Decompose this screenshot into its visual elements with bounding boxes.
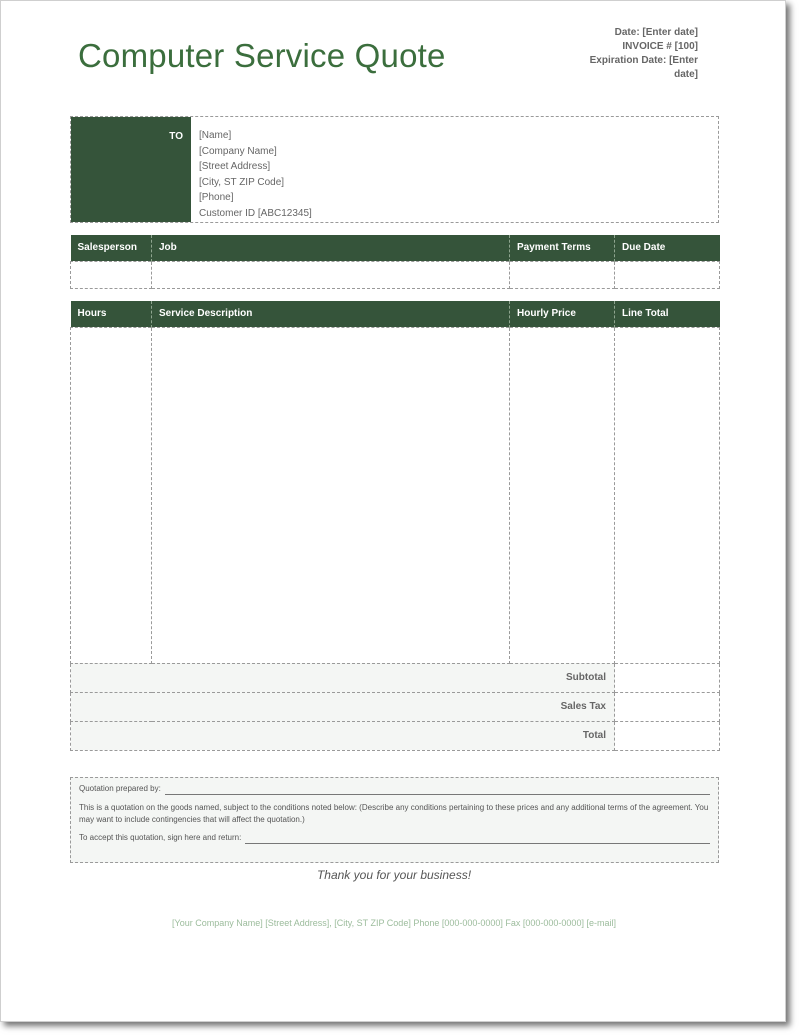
payment-terms-cell[interactable] <box>510 261 615 288</box>
recipient-city: [City, ST ZIP Code] <box>199 176 285 188</box>
hourly-price-cell[interactable] <box>510 327 615 663</box>
prepared-by-row <box>79 783 710 795</box>
recipient-company: [Company Name] <box>199 145 277 157</box>
subtotal-label: Subtotal <box>71 663 615 692</box>
col-payment-terms: Payment Terms <box>510 235 615 261</box>
service-table <box>70 301 720 751</box>
sales-tax-value[interactable] <box>615 692 720 721</box>
customer-id: Customer ID [ABC12345] <box>199 207 312 219</box>
service-table-header <box>71 301 720 327</box>
company-footer: [Your Company Name] [Street Address], [City, ST ZIP Code] Phone [000-000-0000] Fax [000-000-0000] [e-mail] <box>172 918 616 928</box>
to-label: TO <box>71 117 191 222</box>
document-title: Computer Service Quote <box>78 37 446 74</box>
recipient-phone: [Phone] <box>199 192 234 203</box>
recipient-details <box>191 117 312 222</box>
recipient-name: [Name] <box>199 130 232 141</box>
conditions-text: This is a quotation on the goods named, subject to the conditions noted below: (Describe any conditions pertaining to these prices and any additional terms of the agreement. You may want to include contingencies that will affect the quotation.) <box>79 803 709 824</box>
job-cell[interactable] <box>152 261 510 288</box>
total-label: Total <box>71 721 615 750</box>
sales-tax-row <box>71 692 720 721</box>
service-table-body <box>71 327 720 663</box>
col-line-total: Line Total <box>615 301 720 327</box>
col-job: Job <box>152 235 510 261</box>
col-salesperson: Salesperson <box>71 235 152 261</box>
prepared-by-label: Quotation prepared by: <box>79 784 161 793</box>
service-description-cell[interactable] <box>152 327 510 663</box>
hours-cell[interactable] <box>71 327 152 663</box>
expiration-date-line-1: Expiration Date: [Enter <box>589 55 698 66</box>
quotation-notes <box>70 777 719 863</box>
job-table-header <box>71 235 720 261</box>
line-total-cell[interactable] <box>615 327 720 663</box>
recipient-street: [Street Address] <box>199 161 271 172</box>
job-table-row <box>71 261 720 288</box>
quote-meta <box>568 26 698 82</box>
col-due-date: Due Date <box>615 235 720 261</box>
expiration-date-line-2: date] <box>674 69 698 80</box>
col-service-description: Service Description <box>152 301 510 327</box>
thank-you-text: Thank you for your business! <box>316 868 472 882</box>
accept-label: To accept this quotation, sign here and return: <box>79 833 242 842</box>
col-hours: Hours <box>71 301 152 327</box>
signature-line[interactable] <box>245 835 710 844</box>
sales-tax-label: Sales Tax <box>71 692 615 721</box>
invoice-number: INVOICE # [100] <box>622 41 698 52</box>
salesperson-cell[interactable] <box>71 261 152 288</box>
job-table <box>70 235 720 289</box>
date-field: Date: [Enter date] <box>614 27 698 38</box>
total-row <box>71 721 720 750</box>
col-hourly-price: Hourly Price <box>510 301 615 327</box>
total-value[interactable] <box>615 721 720 750</box>
subtotal-value[interactable] <box>615 663 720 692</box>
accept-row <box>79 832 710 844</box>
due-date-cell[interactable] <box>615 261 720 288</box>
subtotal-row <box>71 663 720 692</box>
prepared-by-line[interactable] <box>165 786 710 795</box>
to-block <box>70 116 719 223</box>
